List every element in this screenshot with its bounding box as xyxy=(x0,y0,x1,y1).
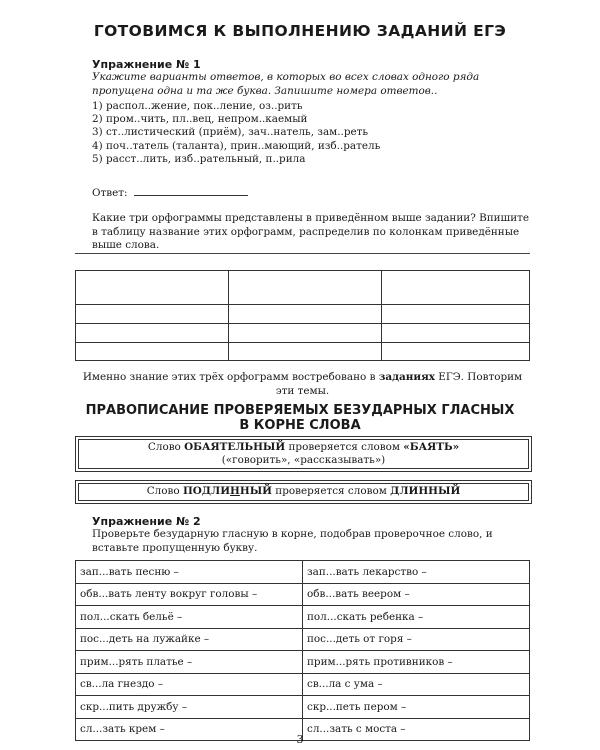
rule-2-word-start: ПОДЛИ xyxy=(182,485,231,497)
variant-3: 3) ст..листический (приём), зач..натель, зам..реть xyxy=(92,126,369,139)
table-row xyxy=(76,561,530,584)
rule-2-word-underlined: Н xyxy=(230,485,240,497)
variant-5: 5) расст..лить, изб..рательный, п..рила xyxy=(92,152,306,165)
table-row xyxy=(76,651,530,674)
word-cell[interactable]: сл...зать с моста – xyxy=(303,718,530,741)
rule-1-line xyxy=(76,437,531,454)
word-cell[interactable]: зап...вать лекарство – xyxy=(303,561,530,584)
page-number: 3 xyxy=(296,733,304,746)
exercise-1-variants xyxy=(92,100,380,166)
table-cell[interactable] xyxy=(76,305,229,324)
exercise-1-task: Укажите варианты ответов, в которых во всех словах одного ряда пропущена одна и та же буква. Запишите номера ответов.. xyxy=(92,71,480,97)
rule-1-check-word: «БАЯТЬ» xyxy=(403,441,460,453)
word-cell[interactable]: скр...пить дружбу – xyxy=(76,696,303,719)
rule-1-middle: проверяется словом xyxy=(285,441,404,453)
table-row xyxy=(76,583,530,606)
word-cell[interactable]: св...ла гнездо – xyxy=(76,673,303,696)
exercise-1-followup: Какие три орфограммы представлены в приведённом выше задании? Впишите в таблицу название этих орфограмм, распределив по колонкам приведённые выше слова. xyxy=(92,212,530,251)
table-row xyxy=(76,628,530,651)
section-title-line-1: ПРАВОПИСАНИЕ ПРОВЕРЯЕМЫХ БЕЗУДАРНЫХ ГЛАСНЫХ xyxy=(85,403,515,418)
word-cell[interactable]: пол...скать ребенка – xyxy=(303,606,530,629)
table-row xyxy=(76,343,530,361)
rule-2-word-end: НЫЙ xyxy=(239,485,272,497)
table-cell[interactable] xyxy=(382,271,530,305)
rule-2-prefix: Слово xyxy=(146,485,183,497)
word-table xyxy=(75,560,530,741)
answer-row xyxy=(92,185,248,199)
table-cell[interactable] xyxy=(382,305,530,324)
variant-1: 1) распол..жение, пок..ление, оз..рить xyxy=(92,100,303,112)
word-cell[interactable]: прим...рять платье – xyxy=(76,651,303,674)
rule-1-word: ОБАЯТЕЛЬНЫЙ xyxy=(184,441,286,453)
rule-2-check-word: ДЛИННЫЙ xyxy=(390,485,461,497)
answer-label: Ответ: xyxy=(92,187,128,199)
rule-2-word xyxy=(183,485,272,497)
table-row xyxy=(76,606,530,629)
table-row xyxy=(76,696,530,719)
word-cell[interactable]: пос...деть на лужайке – xyxy=(76,628,303,651)
note-text: Именно знание этих трёх орфограмм востребовано в xyxy=(82,371,379,383)
exercise-2-task: Проверьте безударную гласную в корне, подобрав проверочное слово, и вставьте пропущенную букву. xyxy=(92,528,493,554)
word-cell[interactable]: обв...вать ленту вокруг головы – xyxy=(76,583,303,606)
table-cell[interactable] xyxy=(76,324,229,343)
table-cell[interactable] xyxy=(229,305,382,324)
table-cell[interactable] xyxy=(382,343,530,361)
word-cell[interactable]: обв...вать веером – xyxy=(303,583,530,606)
word-cell[interactable]: скр...петь пером – xyxy=(303,696,530,719)
table-cell[interactable] xyxy=(76,271,229,305)
exercise-1-heading: Упражнение № 1 xyxy=(92,58,201,71)
table-cell[interactable] xyxy=(229,324,382,343)
table-cell[interactable] xyxy=(382,324,530,343)
rule-box-1 xyxy=(75,436,532,472)
variant-2: 2) пром..чить, пл..вец, непром..каемый xyxy=(92,113,308,126)
word-cell[interactable]: зап...вать песню – xyxy=(76,561,303,584)
word-cell[interactable]: св...ла с ума – xyxy=(303,673,530,696)
table-cell[interactable] xyxy=(229,343,382,361)
rule-2-middle: проверяется словом xyxy=(272,485,391,497)
orthogram-table xyxy=(75,270,530,361)
note-text-end: ЕГЭ. Повторим эти темы. xyxy=(275,371,523,397)
table-row xyxy=(76,271,530,305)
table-row xyxy=(76,324,530,343)
note-bold: заданиях xyxy=(378,371,435,383)
word-cell[interactable]: сл...зать крем – xyxy=(76,718,303,741)
answer-field[interactable] xyxy=(134,185,248,196)
word-cell[interactable]: пос...деть от горя – xyxy=(303,628,530,651)
rule-1-note: («говорить», «рассказывать») xyxy=(221,454,386,466)
table-cell[interactable] xyxy=(229,271,382,305)
section-title xyxy=(0,403,600,433)
word-cell[interactable]: прим...рять противников – xyxy=(303,651,530,674)
rule-1-prefix: Слово xyxy=(147,441,185,453)
variant-4: 4) поч..татель (таланта), прин..мающий, изб..ратель xyxy=(92,139,381,152)
table-row xyxy=(76,305,530,324)
word-cell[interactable]: пол...скать бельё – xyxy=(76,606,303,629)
write-line[interactable] xyxy=(75,253,530,254)
rule-2-line xyxy=(76,481,531,498)
table-row xyxy=(76,673,530,696)
exercise-2-heading: Упражнение № 2 xyxy=(92,515,201,528)
rule-box-2 xyxy=(75,480,532,504)
section-title-line-2: В КОРНЕ СЛОВА xyxy=(239,418,361,433)
table-cell[interactable] xyxy=(76,343,229,361)
page-title: ГОТОВИМСЯ К ВЫПОЛНЕНИЮ ЗАДАНИЙ ЕГЭ xyxy=(93,22,507,40)
knowledge-note xyxy=(75,371,530,398)
